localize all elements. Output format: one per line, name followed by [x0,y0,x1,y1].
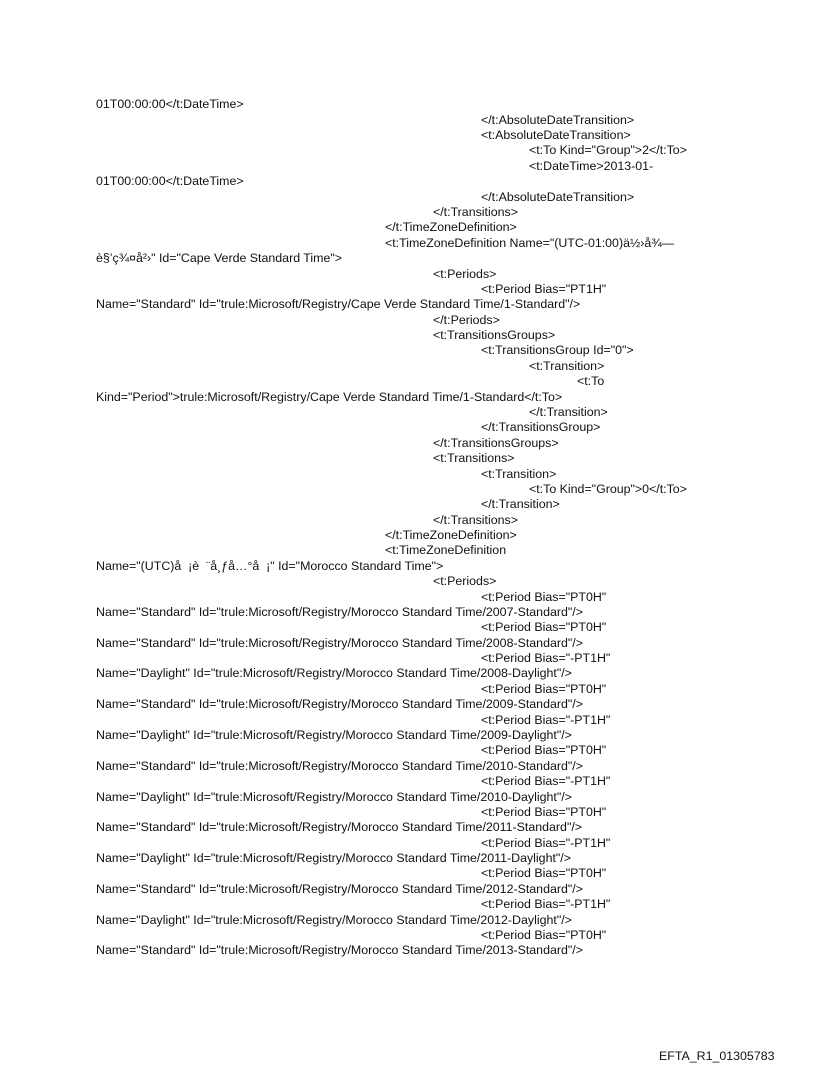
xml-line: Name="Standard" Id="trule:Microsoft/Registry/Morocco Standard Time/2007-Standard"/> [96,605,583,619]
xml-line: Name="Daylight" Id="trule:Microsoft/Registry/Morocco Standard Time/2009-Daylight"/> [96,728,572,742]
xml-line: 01T00:00:00</t:DateTime> [96,97,244,111]
xml-line: Name="Standard" Id="trule:Microsoft/Registry/Cape Verde Standard Time/1-Standard"/> [96,297,581,311]
xml-line: Name="(UTC)å ¡è ¨å¸ƒå…°å ¡" Id="Morocco Standard Time"> [96,559,444,573]
xml-line: </t:AbsoluteDateTransition> [481,190,635,204]
xml-line: </t:TimeZoneDefinition> [385,528,517,542]
xml-line: Name="Standard" Id="trule:Microsoft/Registry/Morocco Standard Time/2013-Standard"/> [96,943,583,957]
xml-line: <t:Period Bias="-PT1H" [481,651,611,665]
xml-line: <t:Periods> [433,574,497,588]
xml-line: <t:Period Bias="-PT1H" [481,774,611,788]
xml-line: </t:Transitions> [433,205,518,219]
xml-line: </t:TransitionsGroup> [481,420,601,434]
xml-line: </t:Transition> [529,405,608,419]
xml-line: </t:TransitionsGroups> [433,436,559,450]
xml-line: Name="Standard" Id="trule:Microsoft/Registry/Morocco Standard Time/2008-Standard"/> [96,636,583,650]
xml-line: <t:Period Bias="PT1H" [481,282,607,296]
xml-line: Name="Daylight" Id="trule:Microsoft/Registry/Morocco Standard Time/2011-Daylight"/> [96,851,571,865]
xml-line: <t:AbsoluteDateTransition> [481,128,631,142]
xml-line: </t:TimeZoneDefinition> [385,220,517,234]
xml-line: <t:Period Bias="PT0H" [481,620,607,634]
xml-line: <t:To [577,374,605,388]
xml-line: Name="Standard" Id="trule:Microsoft/Registry/Morocco Standard Time/2012-Standard"/> [96,882,583,896]
xml-line: <t:Period Bias="PT0H" [481,928,607,942]
xml-line: <t:TransitionsGroups> [433,328,556,342]
xml-line: <t:Transitions> [433,451,515,465]
xml-line: </t:Transition> [481,497,560,511]
xml-line: Name="Daylight" Id="trule:Microsoft/Registry/Morocco Standard Time/2008-Daylight"/> [96,666,572,680]
xml-line: <t:Transition> [481,467,557,481]
xml-line: <t:TimeZoneDefinition Name="(UTC-01:00)ä½›å¾— [385,236,675,250]
xml-line: </t:AbsoluteDateTransition> [481,113,635,127]
xml-line: <t:Period Bias="PT0H" [481,682,607,696]
xml-line: <t:Period Bias="PT0H" [481,743,607,757]
xml-line: <t:Period Bias="PT0H" [481,590,607,604]
xml-line: </t:Transitions> [433,513,518,527]
xml-line: <t:TransitionsGroup Id="0"> [481,343,634,357]
xml-line: <t:DateTime>2013-01- [529,159,654,173]
xml-line: è§’ç¾¤å²›" Id="Cape Verde Standard Time"> [96,251,343,265]
xml-line: Name="Standard" Id="trule:Microsoft/Registry/Morocco Standard Time/2009-Standard"/> [96,697,583,711]
xml-line: 01T00:00:00</t:DateTime> [96,174,244,188]
xml-line: Name="Standard" Id="trule:Microsoft/Registry/Morocco Standard Time/2010-Standard"/> [96,759,583,773]
xml-line: <t:Period Bias="-PT1H" [481,897,611,911]
xml-line: <t:TimeZoneDefinition [385,543,507,557]
xml-line: <t:Period Bias="PT0H" [481,866,607,880]
xml-line: <t:To Kind="Group">0</t:To> [529,482,687,496]
xml-line: Name="Daylight" Id="trule:Microsoft/Registry/Morocco Standard Time/2012-Daylight"/> [96,913,572,927]
xml-line: Kind="Period">trule:Microsoft/Registry/Cape Verde Standard Time/1-Standard</t:To> [96,390,563,404]
xml-line: </t:Periods> [433,313,500,327]
xml-line: <t:Period Bias="PT0H" [481,805,607,819]
xml-line: Name="Daylight" Id="trule:Microsoft/Registry/Morocco Standard Time/2010-Daylight"/> [96,790,572,804]
xml-line: <t:Period Bias="-PT1H" [481,836,611,850]
xml-line: <t:To Kind="Group">2</t:To> [529,143,687,157]
document-id-footer: EFTA_R1_01305783 [659,1049,775,1063]
xml-line: <t:Periods> [433,267,497,281]
xml-line: <t:Period Bias="-PT1H" [481,713,611,727]
xml-line: <t:Transition> [529,359,605,373]
xml-line: Name="Standard" Id="trule:Microsoft/Registry/Morocco Standard Time/2011-Standard"/> [96,820,583,834]
